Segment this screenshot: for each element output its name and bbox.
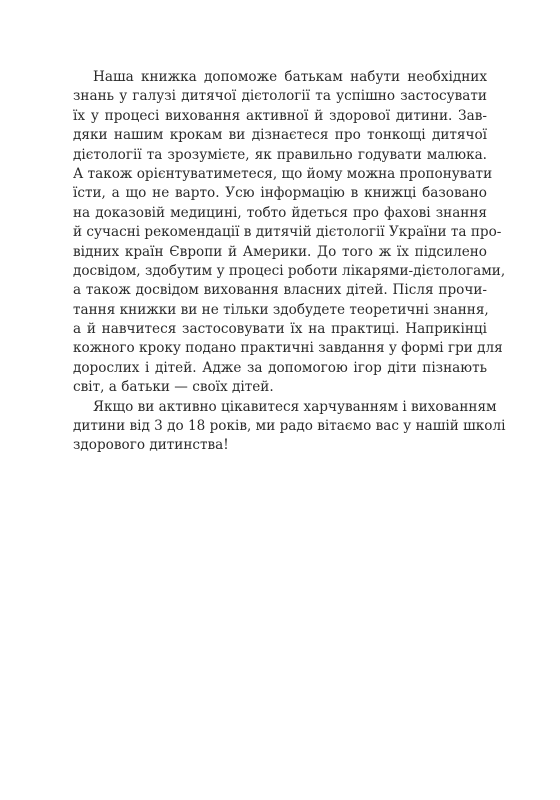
paragraph-1-line-8: на доказовій медицині, тобто йдеться про фахові знання <box>73 204 487 221</box>
paragraph-1-line-4: дяки нашим крокам ви дізнаєтеся про тонкощі дитячої <box>73 127 487 144</box>
paragraph-1-line-12: а також досвідом виховання власних дітей. Після прочи- <box>73 282 487 299</box>
paragraph-1-line-7: їсти, а що не варто. Усю інформацію в книжці базовано <box>73 185 487 202</box>
body-text <box>73 68 506 456</box>
paragraph-1-line-3: їх у процесі виховання активної й здорової дитини. Зав- <box>73 107 487 124</box>
paragraph-1-line-2: знань у галузі дитячої дієтології та успішно застосувати <box>73 88 487 105</box>
paragraph-2-line-2: дитини від 3 до 18 років, ми радо вітаємо вас у нашій школі <box>73 418 506 435</box>
paragraph-1-line-11: досвідом, здобутим у процесі роботи лікарями-дієтологами, <box>73 262 506 279</box>
paragraph-1-line-6: А також орієнтуватиметеся, що йому можна пропонувати <box>73 165 493 182</box>
paragraph-1-line-9: й сучасні рекомендації в дитячій дієтології України та про- <box>73 224 502 241</box>
paragraph-1-line-5: дієтології та зрозумієте, як правильно годувати малюка. <box>73 146 487 163</box>
paragraph-1-line-1: Наша книжка допоможе батькам набути необхідних <box>93 69 487 85</box>
paragraph-1-line-17: світ, а батьки — своїх дітей. <box>73 379 274 396</box>
paragraph-2-line-1: Якщо ви активно цікавитеся харчуванням і вихованням <box>93 398 497 415</box>
paragraph-2-line-3: здорового дитинства! <box>73 437 229 454</box>
paragraph-1-line-10: відних країн Європи й Америки. До того ж їх підсилено <box>73 243 487 260</box>
paragraph-1-line-16: дорослих і дітей. Адже за допомогою ігор діти пізнають <box>73 359 487 376</box>
paragraph-1-line-13: тання книжки ви не тільки здобудете теоретичні знання, <box>73 301 489 318</box>
paragraph-1-line-14: а й навчитеся застосовувати їх на практиці. Наприкінці <box>73 321 487 338</box>
paragraph-1-line-15: кожного кроку подано практичні завдання у формі гри для <box>73 340 503 357</box>
